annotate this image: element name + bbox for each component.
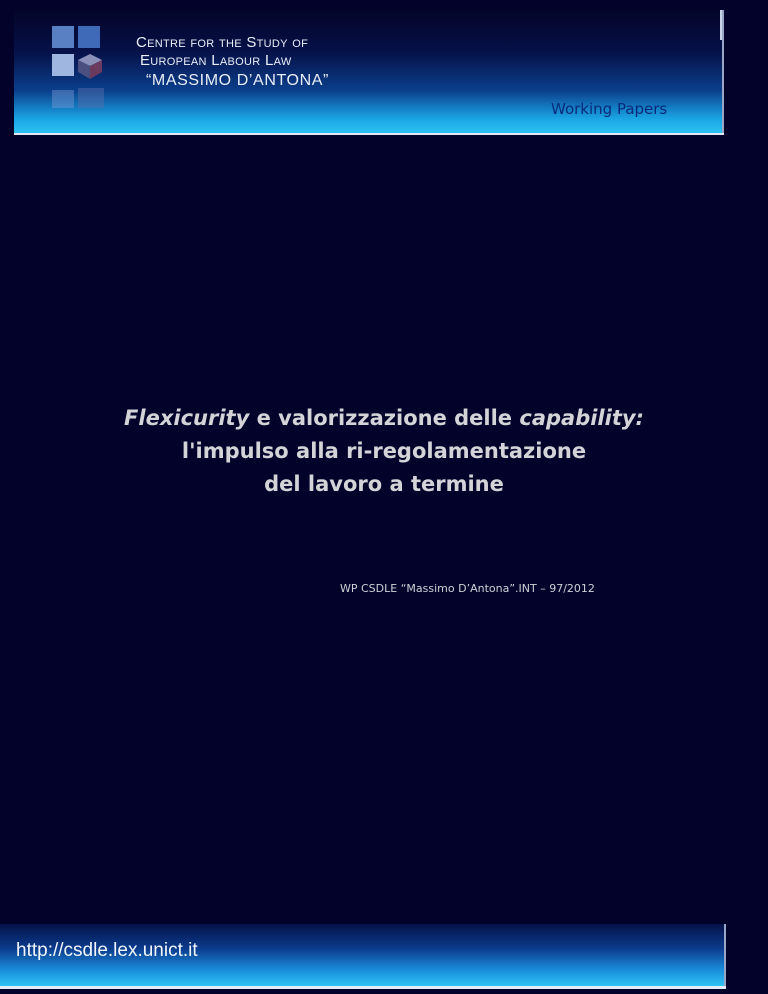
working-paper-reference: WP CSDLE “Massimo D’Antona”.INT – 97/2012 (340, 582, 595, 595)
centre-name (136, 34, 329, 92)
logo-square-icon (52, 54, 74, 76)
centre-name-line-2: European Labour Law (140, 52, 292, 69)
series-label: Working Papers (551, 100, 668, 118)
logo-reflection (78, 88, 104, 108)
csdle-logo (52, 26, 114, 122)
website-url: http://csdle.lex.unict.it (16, 940, 198, 961)
header-underline (14, 133, 724, 135)
centre-name-line-3: “MASSIMO D’ANTONA” (146, 72, 329, 89)
logo-cube-icon (76, 52, 104, 80)
paper-title-line-3: del lavoro a termine (264, 472, 504, 496)
logo-square-icon (52, 26, 74, 48)
centre-name-line-1: Centre for the Study of (136, 34, 309, 51)
paper-title-line-1 (40, 402, 728, 435)
footer-underline (0, 986, 726, 989)
title-italic-capability: capability: (519, 406, 644, 430)
title-italic-flexicurity: Flexicurity (124, 406, 250, 430)
logo-reflection (52, 90, 74, 108)
paper-title-line-2: l'impulso alla ri-regolamentazione (181, 439, 587, 463)
paper-title (40, 402, 728, 501)
header-divider (720, 10, 722, 40)
logo-square-icon (78, 26, 100, 48)
title-middle-text: e valorizzazione delle (249, 406, 520, 430)
